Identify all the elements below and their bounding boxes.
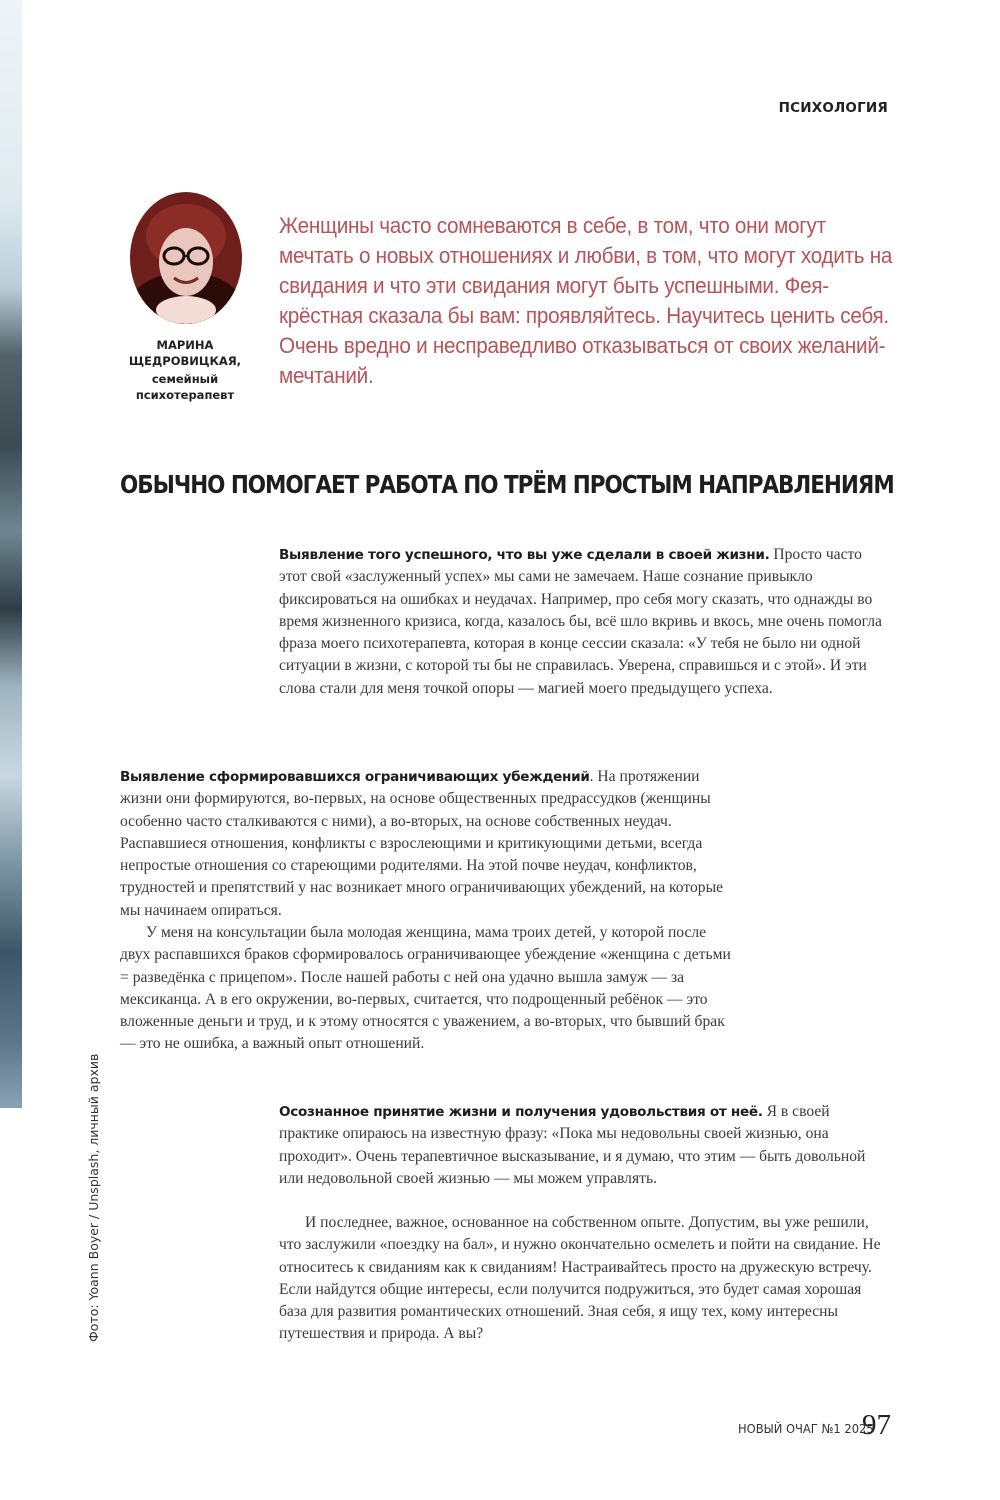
paragraph-final: И последнее, важное, основанное на собственном опыте. Допустим, вы уже решили, что заслужили «поездку на бал», и нужно окончательно осмелеть и пойти на свидание. Не относитесь к свиданиям как к свиданиям! Настраивайтесь просто на дружескую встречу. Если найдутся общие интересы, если получится подружиться, это будет самая хорошая база для развития романтических отношений. Зная себя, я ищу тех, кому интересны путешествия и природа. А вы? [279, 1214, 881, 1343]
paragraph-body: Просто часто этот свой «заслуженный успех» мы сами не замечаем. Наше сознание привыкло фиксироваться на ошибках и неудачах. Например, про себя могу сказать, что однажды во время жизненного кризиса, когда, казалось бы, всё шло вкривь и вкось, мне очень помогла фраза моего психотерапевта, которая в конце сессии сказала: «У тебя не было ни одной ситуации в жизни, с которой ты бы не справилась. Уверена, справишься и с этой». И эти слова стали для меня точкой опоры — магией моего предыдущего успеха. [279, 546, 882, 697]
author-portrait-icon [130, 192, 242, 324]
paragraph-lead: Выявление того успешного, что вы уже сделали в своей жизни. [279, 547, 770, 563]
photo-credit: Фото: Yoann Boyer / Unsplash, личный архив [86, 1053, 101, 1342]
side-photo-strip [0, 0, 22, 1108]
paragraph-success [279, 544, 889, 700]
author-role: семейный психотерапевт [135, 372, 235, 402]
paragraph-lead: Выявление сформировавшихся ограничивающих убеждений [120, 769, 590, 785]
paragraph-body: Я в своей практике опираюсь на известную фразу: «Пока мы недовольны своей жизнью, она проходит». Очень терапевтичное высказывание, и я думаю, что этим — быть довольной или недовольной своей жизнью — мы можем управлять. [279, 1103, 866, 1187]
paragraph-case-story: У меня на консультации была молодая женщина, мама троих детей, у которой после двух распавшихся браков сформировалось ограничивающее убеждение «женщина с детьми = разведёнка с прицепом». После нашей работы с ней она удачно вышла замуж — за мексиканца. А в его окружении, во-первых, считается, что подрощенный ребёнок — это вложенные деньги и труд, и к этому относятся с уважением, а во-вторых, что бывший брак — это не ошибка, а важный опыт отношений. [120, 924, 731, 1053]
pull-quote: Женщины часто сомневаются в себе, в том, что они могут мечтать о новых отношениях и любви, в том, что могут ходить на свидания и что эти свидания могут быть успешными. Фея-крёстная сказала бы вам: проявляйтесь. Научитесь ценить себя. Очень вредно и несправедливо отказываться от своих желаний-мечтаний. [279, 213, 893, 388]
paragraph-body: . На протяжении жизни они формируются, во-первых, на основе общественных предрассудков (женщины особенно часто сталкиваются с ними), а во-вторых, на основе собственных неудач. Распавшиеся отношения, конфликты с взрослеющими и критикующими детьми, всегда непростые отношения со стареющими родителями. На этой почве неудач, конфликтов, трудностей и препятствий у нас возникает много ограничивающих убеждений, на которые мы начинаем опираться. [120, 768, 723, 919]
section-heading: ОБЫЧНО ПОМОГАЕТ РАБОТА ПО ТРЁМ ПРОСТЫМ НАПРАВЛЕНИЯМ [120, 470, 894, 499]
page-number: 97 [862, 1409, 891, 1441]
paragraph-acceptance [279, 1101, 889, 1190]
author-name: МАРИНА ЩЕДРОВИЦКАЯ, [128, 338, 242, 368]
paragraph-beliefs [120, 766, 735, 922]
section-label: ПСИХОЛОГИЯ [778, 100, 888, 116]
author-photo [130, 192, 242, 324]
footer-magazine: НОВЫЙ ОЧАГ №1 2025 [738, 1421, 874, 1436]
paragraph-lead: Осознанное принятие жизни и получения удовольствия от неё. [279, 1104, 763, 1120]
